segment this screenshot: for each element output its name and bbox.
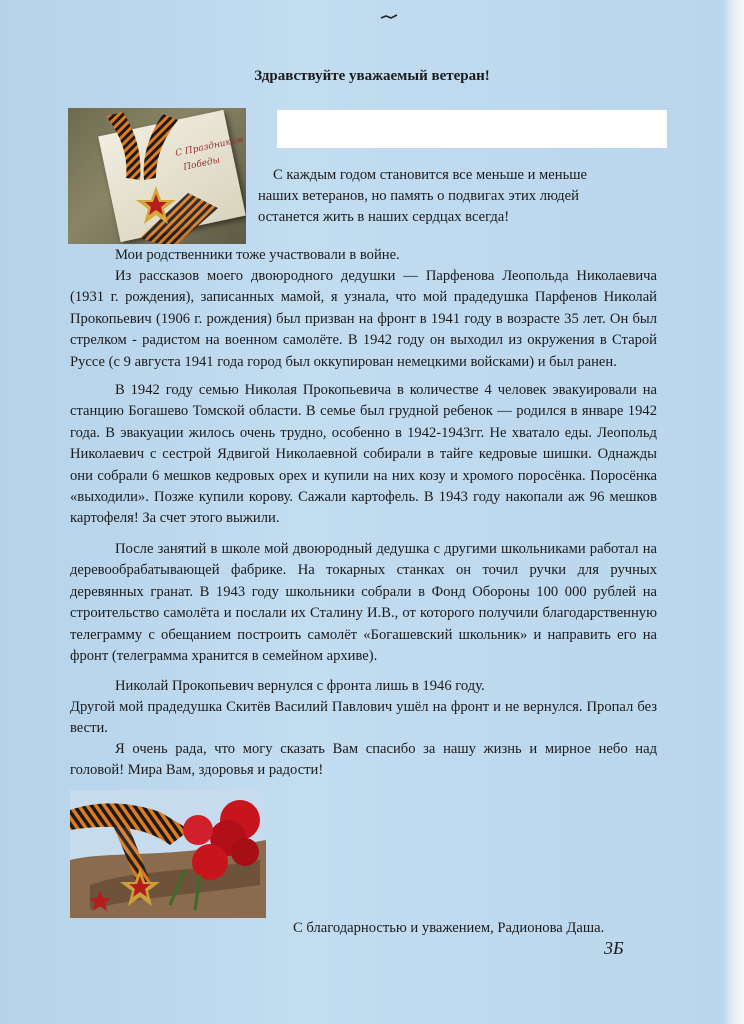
paragraph-thanks: Я очень рада, что могу сказать Вам спасибо за нашу жизнь и мирное небо над головой! Мира Вам, здоровья и радости!	[70, 741, 657, 779]
carnations-ribbon-image	[70, 790, 266, 918]
svg-text:С Праздником: С Праздником	[174, 134, 245, 159]
paragraph-great-grandfather: Из рассказов моего двоюродного дедушки — Парфенова Леопольда Николаевича (1931 г. рождения), записанных мамой, я узнала, что мой прадедушка Парфенов Николай Прокопьевич (1906 г. рождения) был призван на фронт в 1941 году в возрасте 35 лет. Он был стрелком - радистом на военном самолёте. В 1942 году он выходил из окружения в Старой Руссе (с 9 августа 1941 года город был оккупирован немецкими войсками) и был ранен.	[70, 268, 657, 370]
paragraph-return: Николай Прокопьевич вернулся с фронта лишь в 1946 году.	[115, 678, 485, 694]
greeting-title: Здравствуйте уважаемый ветеран!	[254, 68, 490, 84]
intro-line-3: останется жить в наших сердцах всегда!	[258, 209, 510, 225]
signature: С благодарностью и уважением, Радионова Даша.	[293, 920, 605, 936]
svg-text:Победы: Победы	[182, 155, 221, 173]
intro-line-2: наших ветеранов, но память о подвигах этих людей	[258, 188, 579, 204]
redacted-address-block	[277, 110, 667, 148]
paragraph-school-work: После занятий в школе мой двоюродный дедушка с другими школьниками работал на деревообрабатывающей фабрике. На токарных станках он точил ручки для ручных деревянных гранат. В 1943 году школьники собрали в Фонд Обороны 100 000 рублей на строительство самолёта и послали их Сталину И.В., от которого получили благодарственную телеграмму с обещанием построить самолёт «Богашевский школьник» и направить его на фронт (телеграмма хранится в семейном архиве).	[70, 541, 657, 665]
victory-card-image	[68, 108, 246, 244]
paragraph-evacuation: В 1942 году семью Николая Прокопьевича в количестве 4 человек эвакуировали на станцию Богашево Томской области. В семье был грудной ребенок — родился в январе 1942 года. В эвакуации жилось очень трудно, особенно в 1942-1943гг. Не хватало еды. Леопольд Николаевич с сестрой Ядвигой Николаевной собирали в тайге кедровые шишки. Однажды они собрали 6 мешков кедровых орех и купили на них козу и хромого поросёнка. Поросёнка «выходили». Позже купили корову. Сажали картофель. В 1943 году накопали аж 96 мешков картофеля! За счет этого выжили.	[70, 382, 657, 527]
paragraph-missing: Другой мой прадедушка Скитёв Василий Павлович ушёл на фронт и не вернулся. Пропал без вести.	[70, 699, 657, 737]
paragraph-relatives: Мои родственники тоже участвовали в войне.	[115, 247, 400, 263]
intro-line-1: С каждым годом становится все меньше и меньше	[273, 167, 587, 183]
ribbon-order-icon	[68, 108, 246, 244]
ink-mark	[380, 14, 398, 20]
paper-edge	[722, 0, 744, 1024]
handwritten-initials: 3Б	[604, 938, 624, 958]
